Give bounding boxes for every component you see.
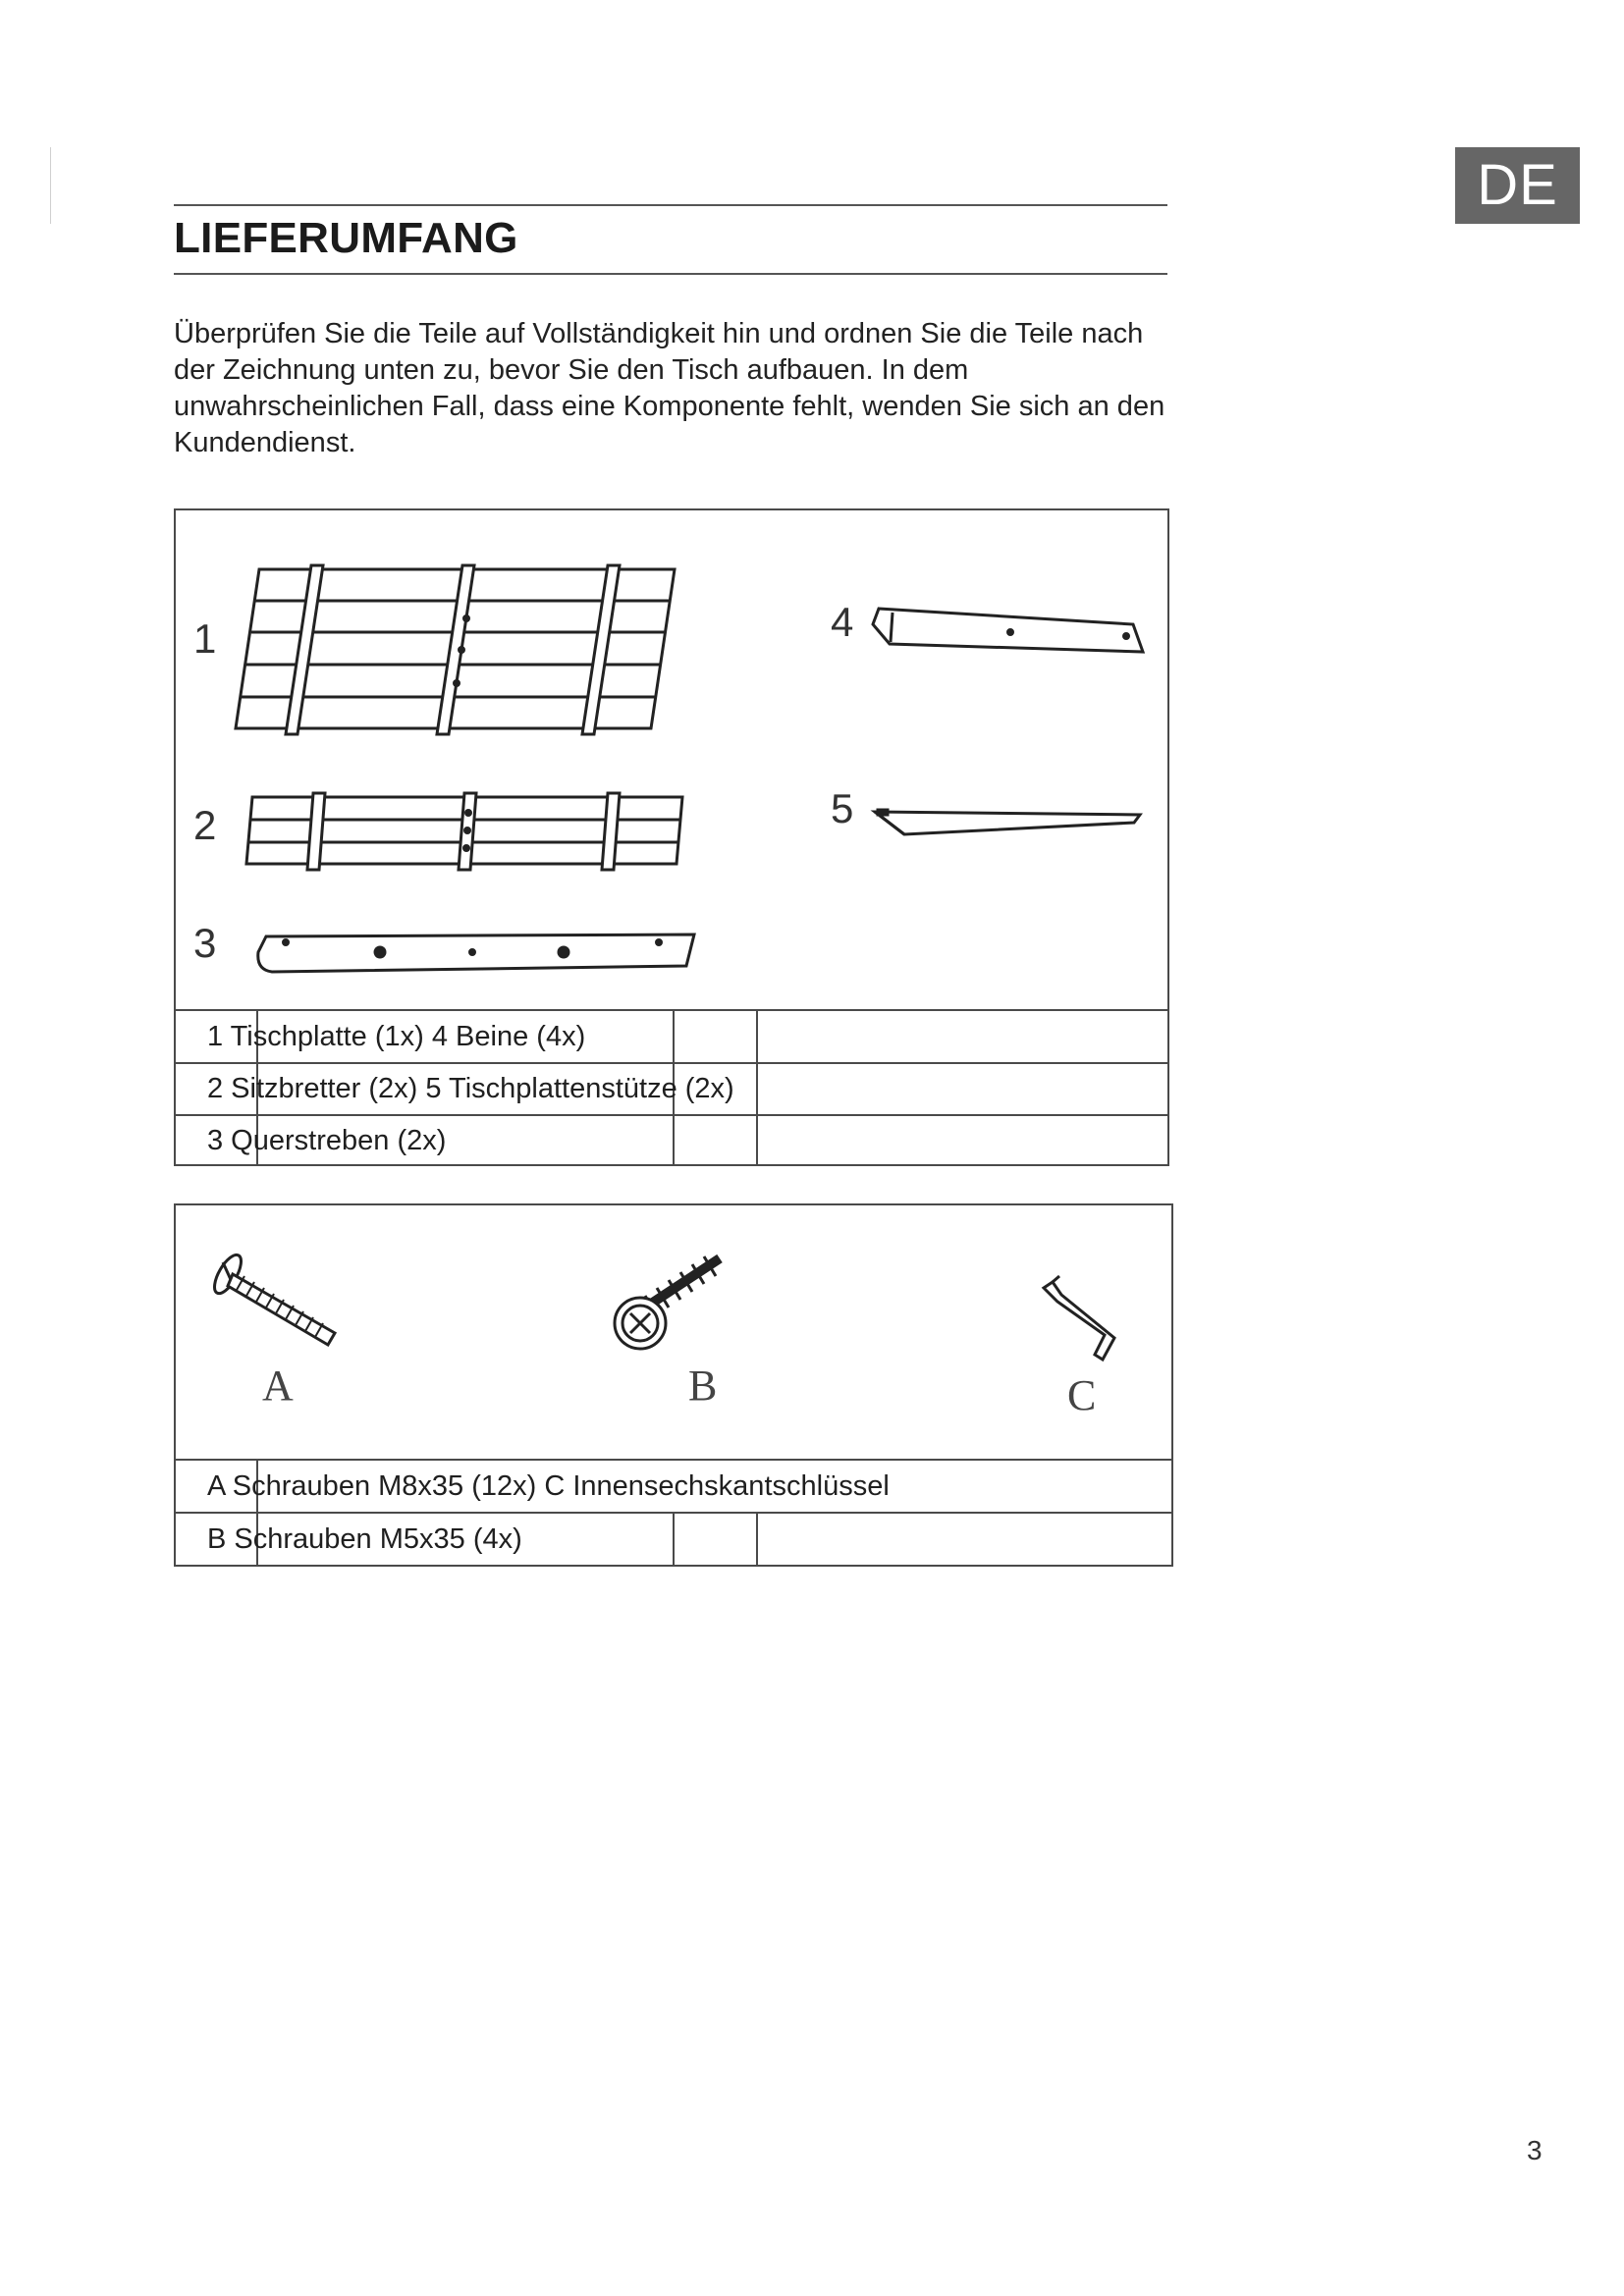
screw-b-drawing (615, 1256, 720, 1349)
language-badge: DE (1455, 147, 1580, 224)
heading-top-rule (174, 204, 1167, 206)
leg-drawing (873, 609, 1143, 652)
hardware-row-2: B Schrauben M5x35 (4x) (207, 1523, 522, 1555)
parts-row-1: 1 Tischplatte (1x) 4 Beine (4x) (207, 1021, 586, 1052)
part-number-1: 1 (193, 615, 217, 662)
cross-brace-drawing (258, 934, 694, 972)
page-number: 3 (1527, 2135, 1543, 2165)
heading-bottom-rule (174, 273, 1167, 275)
table-top-support-drawing (875, 810, 1140, 834)
hardware-illustration (176, 1205, 1171, 1463)
part-number-3: 3 (193, 920, 217, 966)
part-number-5: 5 (831, 785, 854, 831)
hardware-letter-b: B (688, 1362, 718, 1410)
bolt-a-drawing (209, 1251, 335, 1345)
part-number-4: 4 (831, 599, 854, 645)
hardware-table-column-line (756, 1512, 758, 1565)
hardware-row-1: A Schrauben M8x35 (12x) C Innensechskantschlüssel (207, 1470, 890, 1502)
table-top-drawing (236, 565, 675, 734)
allen-key-c-drawing (1044, 1276, 1114, 1360)
hardware-letter-a: A (262, 1362, 294, 1410)
parts-row-2: 2 Sitzbretter (2x) 5 Tischplattenstütze (2x) (207, 1073, 734, 1104)
hardware-table-column-line (673, 1512, 675, 1565)
page-edge-mark (50, 147, 51, 224)
hardware-letter-c: C (1067, 1371, 1097, 1419)
parts-box (174, 508, 1169, 1166)
intro-paragraph: Überprüfen Sie die Teile auf Vollständigkeit hin und ordnen Sie die Teile nach der Zeichnung unten zu, bevor Sie den Tisch aufbauen. In dem unwahrscheinlichen Fall, dass eine Komponente fehlt, wenden Sie sich an den Kundendienst. (174, 318, 1165, 458)
parts-table-column-line (756, 1009, 758, 1164)
part-number-2: 2 (193, 802, 217, 848)
page-title: LIEFERUMFANG (174, 214, 518, 262)
hardware-box (174, 1203, 1173, 1567)
parts-illustration (176, 510, 1167, 1011)
parts-row-3: 3 Querstreben (2x) (207, 1125, 447, 1156)
seat-board-drawing (246, 793, 682, 870)
